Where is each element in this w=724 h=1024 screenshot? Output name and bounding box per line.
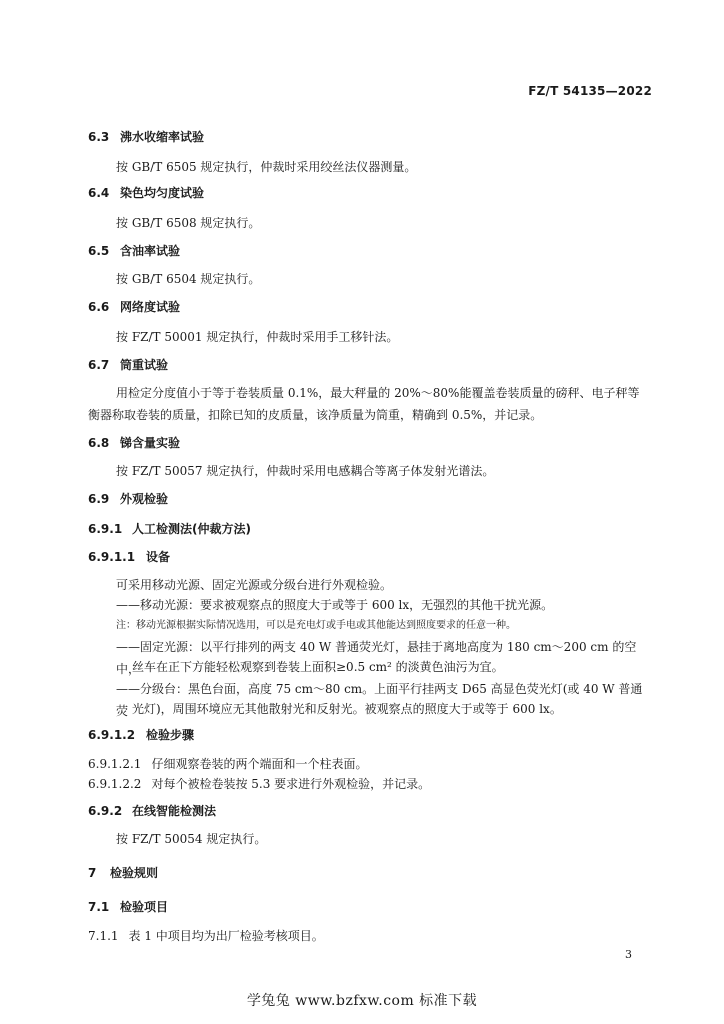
section-title: 网络度试验: [120, 300, 181, 314]
section-6-6-body: 按 FZ/T 50001 规定执行，仲裁时采用手工移针法。: [116, 330, 399, 344]
equipment-item-mobile-light: ——移动光源：要求被观察点的照度大于或等于 600 lx，无强烈的其他干扰光源。: [116, 598, 554, 612]
section-title: 设备: [146, 550, 171, 564]
section-6-9-heading: [88, 490, 652, 508]
section-7-1-heading: [88, 898, 652, 916]
step-number: 6.9.1.2.2: [88, 777, 142, 791]
section-number: 6.7: [88, 358, 110, 372]
section-6-8-heading: [88, 434, 652, 452]
step-number: 6.9.1.2.1: [88, 757, 142, 771]
section-title: 锑含量实验: [120, 436, 181, 450]
section-number: 7.1.1: [88, 929, 119, 943]
section-number: 6.4: [88, 186, 110, 200]
section-6-7-body-line-2: 衡器称取卷装的质量，扣除已知的皮质量，该净质量为筒重，精确到 0.5%，并记录。: [88, 408, 543, 422]
step-text: 对每个被检卷装按 5.3 要求进行外观检验，并记录。: [151, 777, 431, 791]
section-number: 6.3: [88, 130, 110, 144]
section-number: 7.1: [88, 900, 110, 914]
section-6-8-body: 按 FZ/T 50057 规定执行，仲裁时采用电感耦合等离子体发射光谱法。: [116, 464, 495, 478]
section-6-3-heading: [88, 128, 652, 146]
section-6-9-2-body: 按 FZ/T 50054 规定执行。: [116, 832, 267, 846]
section-number: 6.9.1: [88, 522, 123, 536]
section-6-4-heading: [88, 184, 652, 202]
section-number: 6.8: [88, 436, 110, 450]
section-body: 表 1 中项目均为出厂检验考核项目。: [128, 929, 324, 943]
equipment-item-grading-table-line-2: 光灯)，周围环境应无其他散射光和反射光。被观察点的照度大于或等于 600 lx。: [132, 702, 562, 716]
document-code: FZ/T 54135—2022: [528, 84, 652, 98]
section-number: 6.9: [88, 492, 110, 506]
section-title: 检验项目: [120, 900, 169, 914]
section-number: 6.5: [88, 244, 110, 258]
footer-watermark: 学兔兔 www.bzfxw.com 标准下载: [246, 993, 478, 1009]
section-6-5-heading: [88, 242, 652, 260]
page-number: 3: [625, 948, 632, 961]
section-6-9-1-1-heading: [88, 548, 652, 566]
section-title: 检验规则: [110, 866, 159, 880]
section-6-7-body-line-1: 用检定分度值小于等于卷装质量 0.1%，最大秤量的 20%～80%能覆盖卷装质量的磅秤、电子秤等: [116, 386, 640, 400]
section-number: 7: [88, 866, 97, 880]
section-6-9-1-heading: [88, 520, 652, 538]
equipment-item-grading-table-line-1: ——分级台：黑色台面，高度 75 cm～80 cm。上面平行挂两支 D65 高显色荧光灯(或 40 W 普通荧: [116, 682, 643, 718]
equipment-item-fixed-light-line-1: ——固定光源：以平行排列的两支 40 W 普通荧光灯，悬挂于离地高度为 180 cm～200 cm 的空中，: [116, 640, 637, 676]
section-title: 筒重试验: [120, 358, 169, 372]
section-number: 6.9.1.1: [88, 550, 136, 564]
section-number: 6.9.2: [88, 804, 123, 818]
section-6-5-body: 按 GB/T 6504 规定执行。: [116, 272, 261, 286]
step-text: 仔细观察卷装的两个端面和一个柱表面。: [151, 757, 368, 771]
inspection-step-1: [88, 754, 652, 774]
equipment-item-fixed-light-line-2: 丝车在正下方能轻松观察到卷装上面积≥0.5 cm² 的淡黄色油污为宜。: [132, 660, 504, 674]
equipment-intro: 可采用移动光源、固定光源或分级台进行外观检验。: [116, 578, 393, 592]
section-title: 外观检验: [120, 492, 169, 506]
section-6-3-body: 按 GB/T 6505 规定执行，仲裁时采用绞丝法仪器测量。: [116, 160, 417, 174]
section-title: 含油率试验: [120, 244, 181, 258]
section-6-9-2-heading: [88, 802, 652, 820]
section-title: 沸水收缩率试验: [120, 130, 205, 144]
section-6-7-heading: [88, 356, 652, 374]
section-6-4-body: 按 GB/T 6508 规定执行。: [116, 216, 261, 230]
section-title: 在线智能检测法: [132, 804, 217, 818]
section-7-1-1: [88, 926, 652, 946]
equipment-note: 注：移动光源根据实际情况选用，可以是充电灯或手电或其他能达到照度要求的任意一种。: [116, 620, 516, 631]
section-number: 6.6: [88, 300, 110, 314]
section-title: 染色均匀度试验: [120, 186, 205, 200]
section-6-6-heading: [88, 298, 652, 316]
inspection-step-2: [88, 774, 652, 794]
section-6-9-1-2-heading: [88, 726, 652, 744]
section-title: 检验步骤: [146, 728, 195, 742]
section-number: 6.9.1.2: [88, 728, 136, 742]
section-7-heading: [88, 864, 652, 882]
section-title: 人工检测法(仲裁方法): [132, 522, 251, 536]
